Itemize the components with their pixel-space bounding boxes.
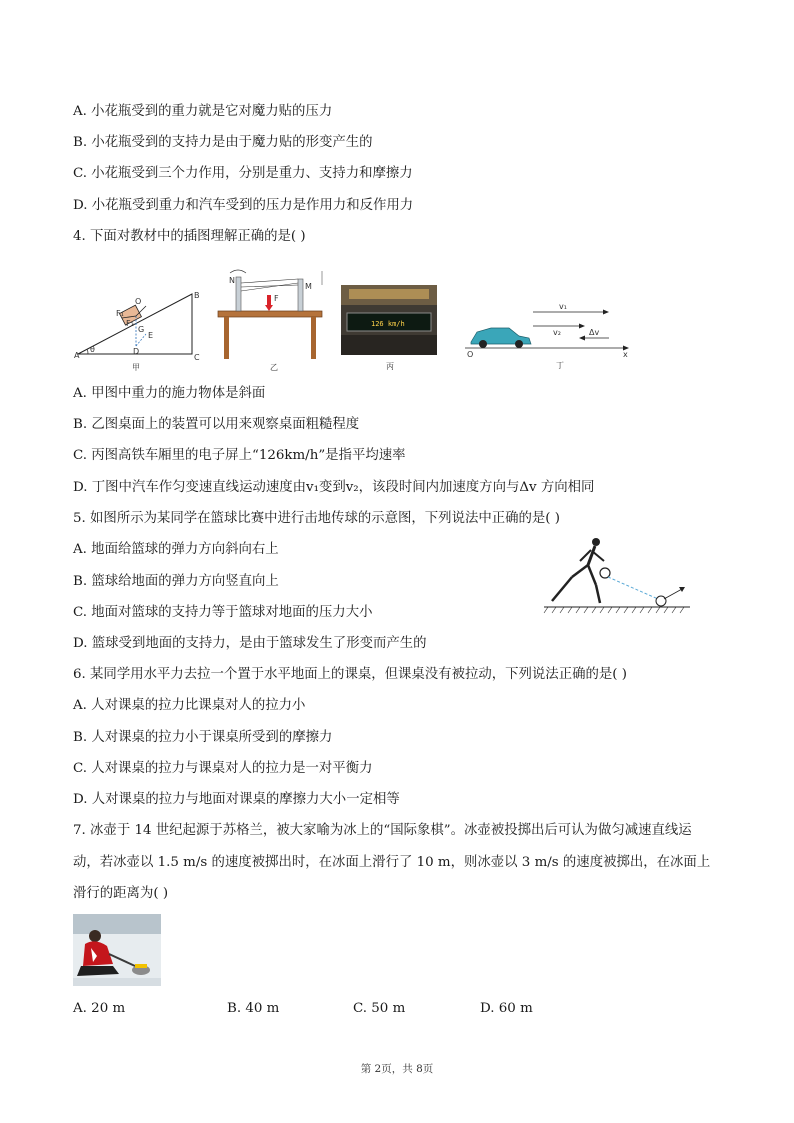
- q6-option-c: C. 人对课桌的拉力与课桌对人的拉力是一对平衡力: [73, 761, 373, 776]
- q3-option-b: B. 小花瓶受到的支持力是由于魔力贴的形变产生的: [73, 135, 373, 150]
- ding-label-x: x: [623, 350, 628, 359]
- yi-label-f: F: [274, 294, 279, 303]
- q4-stem: 4. 下面对教材中的插图理解正确的是( ): [73, 229, 306, 244]
- q6-option-b: B. 人对课桌的拉力小于课桌所受到的摩擦力: [73, 730, 333, 745]
- q7-stem-line-2: 动，若冰壶以 1.5 m/s 的速度被掷出时，在冰面上滑行了 10 m，则冰壶以 3 m/s 的速度被掷出，在冰面上: [73, 855, 711, 870]
- ding-label-dv: Δv: [589, 328, 600, 337]
- ding-label-v2: v₂: [553, 328, 561, 337]
- q5-option-b: B. 篮球给地面的弹力方向竖直向上: [73, 574, 279, 589]
- q4-figure-bing: [341, 285, 437, 372]
- q5-stem: 5. 如图所示为某同学在篮球比赛中进行击地传球的示意图，下列说法中正确的是( ): [73, 511, 561, 526]
- yi-label-m: M: [305, 282, 312, 291]
- q6-option-a: A. 人对课桌的拉力比课桌对人的拉力小: [73, 698, 306, 713]
- jia-label-f1: F₁: [116, 309, 124, 318]
- page-footer: 第 2页，共 8页: [360, 1063, 434, 1075]
- q7-stem-line-1: 7. 冰壶于 14 世纪起源于苏格兰，被大家喻为冰上的“国际象棋”。冰壶被投掷出后可认为做匀减速直线运: [73, 823, 692, 838]
- yi-label-n: N: [229, 276, 235, 285]
- q5-option-a: A. 地面给篮球的弹力方向斜向右上: [73, 542, 279, 557]
- ding-label-o: O: [467, 350, 474, 359]
- q4-figure-yi: [214, 265, 332, 372]
- q4-option-b: B. 乙图桌面上的装置可以用来观察桌面粗糙程度: [73, 417, 360, 432]
- q7-option-a: A. 20 m: [73, 1001, 126, 1016]
- jia-label-c: C: [194, 353, 200, 362]
- bing-screen-speed: 126 km/h: [371, 320, 405, 328]
- q7-curling-photo: [73, 914, 161, 986]
- jia-label-a: A: [74, 351, 80, 360]
- q4-figure-ding: [463, 298, 633, 372]
- q7-stem-line-3: 滑行的距离为( ): [73, 886, 169, 901]
- q4-caption-bing: 丙: [386, 362, 394, 371]
- q3-option-a: A. 小花瓶受到的重力就是它对魔力贴的压力: [73, 104, 333, 119]
- q4-caption-jia: 甲: [132, 363, 140, 372]
- q5-option-d: D. 篮球受到地面的支持力，是由于篮球发生了形变而产生的: [73, 636, 427, 651]
- q4-figure-jia: [74, 286, 204, 372]
- jia-label-f2: F₂: [126, 319, 134, 328]
- jia-label-e: E: [148, 331, 154, 340]
- q7-option-d: D. 60 m: [480, 1001, 533, 1016]
- q3-option-d: D. 小花瓶受到重力和汽车受到的压力是作用力和反作用力: [73, 198, 414, 213]
- q4-option-a: A. 甲图中重力的施力物体是斜面: [73, 386, 266, 401]
- q3-option-c: C. 小花瓶受到三个力作用，分别是重力、支持力和摩擦力: [73, 166, 413, 181]
- jia-label-d: D: [133, 347, 140, 356]
- jia-label-theta: θ: [90, 345, 95, 354]
- jia-label-b: B: [194, 291, 200, 300]
- jia-label-g: G: [138, 325, 145, 334]
- q4-option-c: C. 丙图高铁车厢里的电子屏上“126km/h”是指平均速率: [73, 448, 406, 463]
- q4-caption-ding: 丁: [556, 361, 564, 370]
- q7-option-b: B. 40 m: [227, 1001, 280, 1016]
- ding-label-v1: v₁: [559, 302, 567, 311]
- q5-option-c: C. 地面对篮球的支持力等于篮球对地面的压力大小: [73, 605, 373, 620]
- q6-stem: 6. 某同学用水平力去拉一个置于水平地面上的课桌，但课桌没有被拉动，下列说法正确的是( ): [73, 667, 627, 682]
- q4-caption-yi: 乙: [270, 363, 278, 372]
- jia-label-o: O: [135, 297, 142, 306]
- q6-option-d: D. 人对课桌的拉力与地面对课桌的摩擦力大小一定相等: [73, 792, 400, 807]
- q4-option-d: D. 丁图中汽车作匀变速直线运动速度由v₁变到v₂，该段时间内加速度方向与Δv 方向相同: [73, 480, 595, 495]
- q5-basketball-figure: [542, 535, 692, 617]
- q7-option-c: C. 50 m: [353, 1001, 406, 1016]
